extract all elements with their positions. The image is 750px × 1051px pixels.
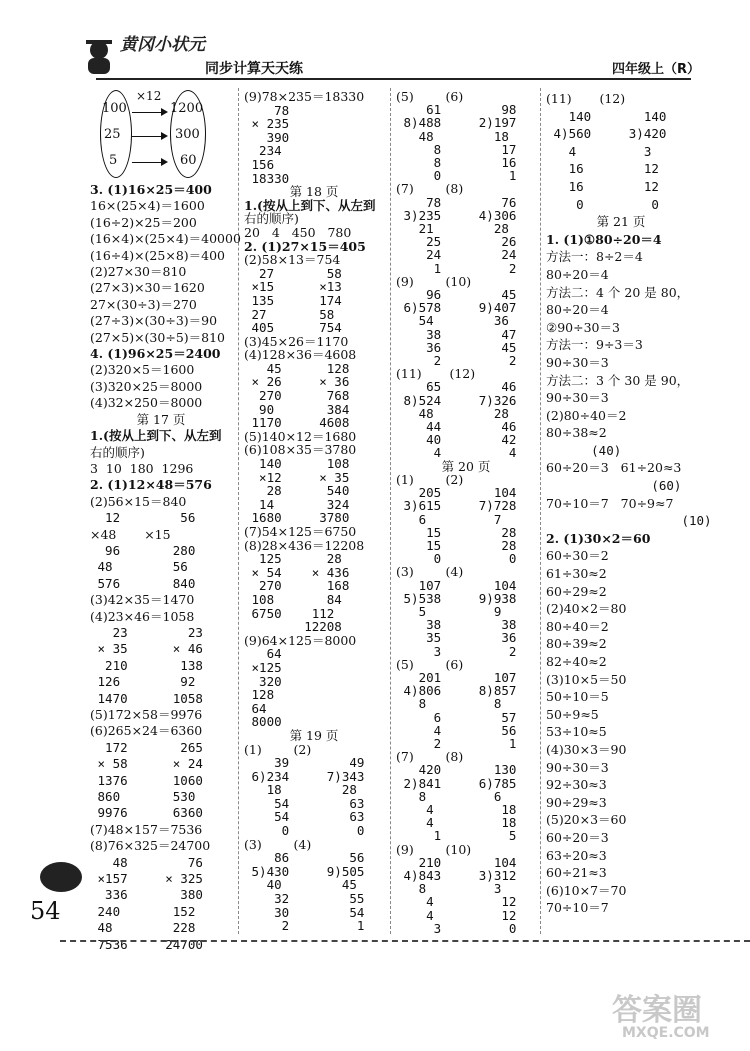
answer-line: 60÷20＝3 [546, 829, 609, 845]
answer-line: (27×3)×30＝1620 [90, 280, 205, 296]
answer-line: 53÷10≈5 [546, 724, 607, 740]
answer-line: 270 768 [244, 388, 350, 404]
answer-line: 48 228 [90, 920, 196, 936]
answer-line: (16÷2)×25＝200 [90, 214, 197, 230]
answer-line: 86 56 [244, 850, 365, 866]
answer-line: 9976 6360 [90, 805, 203, 821]
answer-line: 5 9 [396, 603, 502, 619]
answer-line: × 235 [244, 116, 290, 132]
answer-line: (27×5)×(30÷5)＝810 [90, 329, 226, 345]
answer-line: × 58 × 24 [90, 756, 203, 772]
answer-line: 48 76 [90, 854, 203, 870]
answer-line: (27÷3)×(30÷3)＝90 [90, 313, 218, 329]
answer-line: 8 8 [396, 696, 502, 712]
section-heading: 第 17 页 [136, 411, 186, 427]
answer-line: 16×(25×4)＝1600 [90, 198, 205, 214]
answer-line: 3)615 7)728 [396, 498, 517, 514]
answer-line: 8)524 7)326 [396, 392, 517, 408]
answer-line: 3 0 [396, 920, 517, 936]
cycle-right-value: 300 [175, 127, 200, 142]
answer-line: 38 47 [396, 326, 517, 342]
answer-line: (10) [546, 513, 712, 529]
answer-line: 4 18 [396, 815, 517, 831]
answer-line: 80÷20＝4 [546, 266, 609, 282]
cycle-right-value: 60 [180, 153, 197, 168]
answer-line: 6)578 9)407 [396, 300, 517, 316]
header-rule [96, 78, 691, 80]
cycle-left-value: 5 [109, 153, 118, 168]
answer-line: 50÷10＝5 [546, 689, 609, 705]
answer-line: 60÷30＝2 [546, 548, 609, 564]
answer-line: 54 63 [244, 809, 365, 825]
answer-line: 4 12 [396, 907, 517, 923]
answer-line: 1470 1058 [90, 690, 203, 706]
answer-line: 108 84 [244, 591, 342, 607]
answer-line: 44 46 [396, 419, 517, 435]
answer-line: 80÷39≈2 [546, 636, 607, 652]
bottom-dashed-rule [60, 940, 750, 942]
answer-line: (9) (10) [396, 273, 472, 289]
answer-line: 32 55 [244, 891, 365, 907]
cycle-operator: ×12 [136, 89, 162, 103]
answer-line: 270 168 [244, 578, 350, 594]
cycle-left-value: 25 [104, 127, 121, 142]
answer-line: 54 36 [396, 313, 509, 329]
answer-line: 80÷20＝4 [546, 302, 609, 318]
answer-line: 7536 24700 [90, 936, 203, 952]
answer-line: 24 24 [396, 247, 517, 263]
answer-line: 64 [244, 700, 267, 716]
answer-lines [244, 90, 384, 933]
answer-line: ×12 × 35 [244, 469, 350, 485]
answer-line: 方法一：8÷2＝4 [546, 249, 643, 265]
answer-line: (7)48×157＝7536 [90, 821, 203, 837]
answer-line: 240 152 [90, 903, 196, 919]
answer-line: 60÷20＝3 61÷20≈3 [546, 460, 682, 476]
answer-line: 6 7 [396, 511, 502, 527]
answer-line: (6)10×7＝70 [546, 882, 627, 898]
answer-line: 4)560 3)420 [546, 126, 667, 142]
answer-line: 90 384 [244, 401, 350, 417]
answer-line: 2 1 [396, 735, 517, 751]
answer-line: 82÷40≈2 [546, 654, 607, 669]
answer-line: 30 54 [244, 904, 365, 920]
answer-line: 128 [244, 687, 275, 703]
answer-line: 4 18 [396, 801, 517, 817]
answer-line: (5) (6) [396, 89, 464, 104]
answer-line: 210 104 [396, 854, 517, 870]
answer-line: 126 92 [90, 674, 196, 690]
answer-line: 3 10 180 1296 [90, 460, 194, 476]
answer-line: (2)27×30＝810 [90, 264, 187, 280]
column-divider [238, 88, 239, 934]
answer-line: 2. (1)27×15＝405 [244, 238, 366, 254]
answer-line: 方法二：3 个 30 是 90， [546, 372, 690, 388]
page-title: 同步计算天天练 [205, 61, 303, 77]
answer-line: 92÷30≈3 [546, 777, 607, 793]
answer-line: 336 380 [90, 887, 203, 903]
mascot-decoration-icon [40, 862, 82, 892]
answer-line: (4)128×36＝4608 [244, 347, 357, 363]
answer-line: 576 840 [90, 575, 196, 591]
answer-line: 8000 [244, 714, 282, 730]
grade-label: 四年级上（R） [612, 62, 701, 77]
answer-line: 1. (1)①80÷20＝4 [546, 231, 662, 247]
answer-line: 90÷29≈3 [546, 794, 607, 810]
cycle-left-value: 100 [102, 101, 127, 116]
answer-line: 6750 112 [244, 605, 335, 621]
answer-line: 28 540 [244, 483, 350, 499]
answer-line: (2)320×5＝1600 [90, 362, 195, 378]
answer-line: (4)32×250＝8000 [90, 395, 203, 411]
answer-line: 18 28 [244, 782, 357, 798]
answer-line: 63÷20≈3 [546, 847, 607, 863]
answer-line: 405 754 [244, 320, 342, 336]
answer-line: 0 0 [396, 551, 517, 567]
answer-line: 方法二：4 个 20 是 80， [546, 284, 690, 300]
answer-lines [546, 90, 712, 917]
answer-line: 2. (1)30×2＝60 [546, 530, 651, 546]
column-divider [540, 88, 541, 934]
answer-line: (8)76×325＝24700 [90, 838, 211, 854]
answer-line: 3)235 4)306 [396, 207, 517, 223]
answer-line: 54 63 [244, 795, 365, 811]
answer-line: (3)45×26＝1170 [244, 333, 349, 349]
answer-line: 90÷30＝3 [546, 390, 609, 406]
answer-line: 25 26 [396, 234, 517, 250]
answer-line: 2 2 [396, 353, 517, 369]
answer-line: (3) (4) [244, 836, 312, 852]
answer-line: (4)30×3＝90 [546, 741, 627, 757]
answer-line: 80÷38≈2 [546, 425, 607, 441]
answer-line: 61 98 [396, 102, 517, 118]
answer-column-4 [546, 90, 712, 917]
answer-line: 420 130 [396, 762, 517, 778]
multiplication-diagram [90, 90, 232, 180]
answer-column-3 [396, 90, 536, 935]
mascot-logo-icon [82, 38, 116, 80]
answer-line: 3 2 [396, 643, 517, 659]
answer-line: 80÷40＝2 [546, 618, 609, 634]
answer-line: 8 17 [396, 141, 517, 157]
answer-lines [396, 90, 536, 935]
answer-line: 38 38 [396, 617, 517, 633]
answer-line: 40 42 [396, 432, 517, 448]
answer-line: (1) (2) [244, 741, 312, 757]
answer-line: 12 56 [90, 510, 196, 526]
cycle-right-value: 1200 [170, 101, 204, 116]
answer-line: 1170 4608 [244, 415, 350, 431]
answer-line: 4 3 [546, 143, 652, 159]
answer-line: (16÷4)×(25×8)＝400 [90, 247, 226, 263]
answer-lines [90, 182, 241, 953]
page-number: 54 [30, 897, 61, 925]
answer-line: 860 530 [90, 789, 196, 805]
answer-line: 4 12 [396, 894, 517, 910]
answer-line: 4 4 [396, 445, 517, 461]
answer-line: 125 28 [244, 551, 342, 567]
answer-line: 205 104 [396, 485, 517, 501]
answer-line: (16×4)×(25×4)＝40000 [90, 231, 241, 247]
answer-line: 64 [244, 646, 282, 662]
answer-line: 1376 1060 [90, 772, 203, 788]
answer-line: 0 1 [396, 168, 517, 184]
answer-line: 390 [244, 129, 290, 145]
answer-line: 210 138 [90, 657, 203, 673]
answer-line: ×15 ×13 [244, 279, 342, 295]
arrow-icon [132, 112, 166, 113]
answer-line: (3) (4) [396, 564, 464, 580]
answer-line: 140 108 [244, 456, 350, 472]
watermark-url: MXQE.COM [622, 1025, 710, 1041]
arrow-icon [132, 162, 166, 163]
answer-line: ×125 [244, 659, 282, 675]
answer-line: 90÷30＝3 [546, 354, 609, 370]
answer-line: (3)42×35＝1470 [90, 592, 195, 608]
answer-line: 4)806 8)857 [396, 683, 517, 699]
answer-line: 1.(按从上到下、从左到 [244, 197, 376, 213]
answer-line: 48 28 [396, 405, 509, 421]
answer-line: (2)40×2＝80 [546, 601, 627, 617]
answer-line: 27 58 [244, 265, 342, 281]
answer-column-1 [90, 89, 241, 953]
answer-line: 65 46 [396, 379, 517, 395]
answer-line: (2)56×15＝840 [90, 493, 187, 509]
answer-line: 107 104 [396, 577, 517, 593]
answer-line: 78 76 [396, 194, 517, 210]
section-heading: 第 20 页 [441, 458, 491, 474]
answer-line: 6)234 7)343 [244, 768, 365, 784]
answer-line: × 26 × 36 [244, 374, 350, 390]
answer-line: 70÷10＝7 70÷9≈7 [546, 495, 674, 511]
answer-line: 21 28 [396, 221, 509, 237]
answer-line: 5)538 9)938 [396, 590, 517, 606]
answer-line: (5)172×58＝9976 [90, 707, 203, 722]
answer-line: 27 58 [244, 306, 335, 322]
answer-line: × 54 × 436 [244, 564, 350, 580]
answer-line: 96 280 [90, 542, 196, 558]
page-header [0, 0, 750, 95]
answer-line: 2. (1)12×48＝576 [90, 477, 212, 493]
answer-line: 6 57 [396, 709, 517, 725]
answer-line: 172 265 [90, 739, 203, 755]
section-heading: 第 19 页 [289, 727, 339, 743]
answer-line: 78 [244, 102, 290, 118]
column-divider [390, 88, 391, 934]
answer-line: (2)80÷40＝2 [546, 407, 627, 423]
answer-line: (11) (12) [396, 366, 476, 382]
answer-line: 36 45 [396, 339, 517, 355]
answer-line: 234 [244, 143, 282, 159]
answer-line: 135 174 [244, 292, 342, 308]
answer-line: 1.(按从上到下、从左到 [90, 428, 222, 444]
answer-line: 8)488 2)197 [396, 115, 517, 131]
answer-line: (5)20×3＝60 [546, 812, 627, 828]
answer-line: 60÷21≈3 [546, 865, 607, 881]
answer-line: 14 324 [244, 496, 350, 512]
answer-line: 0 0 [546, 196, 659, 212]
watermark-logo: 答案圈 [612, 993, 702, 1028]
answer-line: 1 5 [396, 828, 517, 844]
answer-line: ×157 × 325 [90, 871, 203, 887]
answer-line: (6)265×24＝6360 [90, 723, 203, 739]
answer-line: (4)23×46＝1058 [90, 608, 195, 624]
answer-line: 15 28 [396, 524, 517, 540]
answer-line: ②90÷30＝3 [546, 319, 620, 335]
answer-line: 4)843 3)312 [396, 867, 517, 883]
answer-line: 45 128 [244, 360, 350, 376]
answer-line: 60÷29≈2 [546, 583, 607, 599]
answer-line: 8 16 [396, 155, 517, 171]
answer-line: (40) [546, 442, 622, 458]
answer-column-2 [244, 90, 384, 933]
answer-line: (60) [546, 478, 682, 494]
answer-line: (1) (2) [396, 471, 464, 487]
answer-line: 12208 [244, 619, 342, 635]
answer-line: (9)64×125＝8000 [244, 632, 357, 648]
answer-line: (11) (12) [546, 91, 626, 106]
answer-line: 40 45 [244, 877, 357, 893]
answer-line: 27×(30÷3)＝270 [90, 296, 197, 312]
answer-line: 140 140 [546, 108, 667, 124]
answer-line: 8 6 [396, 788, 502, 804]
answer-line: 15 28 [396, 537, 517, 553]
answer-line: (5) (6) [396, 656, 464, 672]
answer-line: 1 2 [396, 260, 517, 276]
answer-line: 70÷10＝7 [546, 900, 609, 916]
answer-line: 39 49 [244, 755, 365, 771]
answer-line: 23 23 [90, 624, 203, 640]
answer-line: (5)140×12＝1680 [244, 428, 357, 444]
answer-line: 20 4 450 780 [244, 224, 352, 240]
answer-line: 61÷30≈2 [546, 566, 607, 582]
answer-line: 90÷30＝3 [546, 759, 609, 775]
answer-line: (3)10×5＝50 [546, 671, 627, 687]
answer-line: 320 [244, 673, 282, 689]
answer-line: 48 18 [396, 128, 509, 144]
section-heading: 第 21 页 [596, 214, 646, 230]
answer-line: 18330 [244, 170, 290, 186]
answer-line: 4. (1)96×25＝2400 [90, 346, 221, 362]
answer-line: 0 0 [244, 823, 365, 839]
answer-line: 201 107 [396, 669, 517, 685]
answer-line: 2 1 [244, 918, 365, 934]
answer-line: (7)54×125＝6750 [244, 524, 357, 539]
answer-line: 1680 3780 [244, 510, 350, 526]
answer-line: ×48 ×15 [90, 526, 171, 542]
answer-line: 8 3 [396, 881, 502, 897]
answer-line: 方法一：9÷3＝3 [546, 337, 643, 353]
answer-line: (9) (10) [396, 841, 472, 857]
answer-line: (6)108×35＝3780 [244, 442, 357, 458]
answer-line: 16 12 [546, 161, 659, 177]
answer-line: (8)28×436＝12208 [244, 537, 365, 553]
answer-line: 50÷9≈5 [546, 706, 599, 722]
answer-line: 16 12 [546, 178, 659, 194]
answer-line: 右的顺序) [244, 211, 299, 227]
answer-line: 右的顺序) [90, 444, 145, 460]
answer-line: 3. (1)16×25＝400 [90, 182, 212, 197]
answer-line: (9)78×235＝18330 [244, 89, 365, 104]
answer-line: × 35 × 46 [90, 641, 203, 657]
arrow-icon [132, 136, 166, 137]
answer-line: (3)320×25＝8000 [90, 378, 203, 394]
answer-line: 2)841 6)785 [396, 775, 517, 791]
answer-line: 35 36 [396, 630, 517, 646]
answer-line: 96 45 [396, 287, 517, 303]
answer-line: (7) (8) [396, 181, 464, 197]
section-heading: 第 18 页 [289, 184, 339, 200]
answer-line: 5)430 9)505 [244, 863, 365, 879]
answer-line: (7) (8) [396, 749, 464, 765]
brand-logo-text: 黄冈小状元 [120, 35, 205, 55]
answer-line: 4 56 [396, 722, 517, 738]
answer-line: 156 [244, 156, 275, 172]
answer-line: 48 56 [90, 559, 188, 575]
answer-line: (2)58×13＝754 [244, 252, 341, 268]
